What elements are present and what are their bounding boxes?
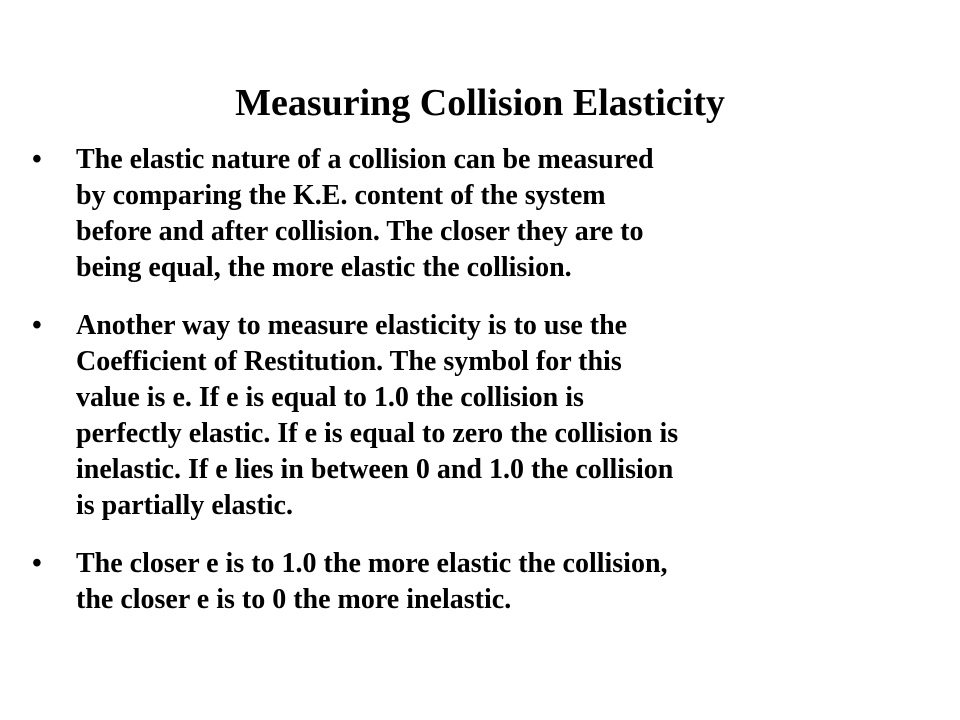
bullet-marker-icon: •	[32, 548, 42, 579]
bullet-text-line: Coefficient of Restitution. The symbol for this	[76, 346, 622, 377]
bullet-text-line: value is e. If e is equal to 1.0 the collision is	[76, 382, 584, 413]
bullet-text-line: The elastic nature of a collision can be measured	[76, 144, 654, 175]
bullet-text-line: the closer e is to 0 the more inelastic.	[76, 584, 512, 615]
bullet-text-line: is partially elastic.	[76, 490, 293, 521]
bullet-item-coefficient-of-restitution	[0, 308, 960, 524]
slide-title: Measuring Collision Elasticity	[235, 82, 725, 124]
bullet-list	[0, 142, 960, 618]
bullet-item-elasticity-scale	[0, 546, 960, 618]
bullet-item-kinetic-energy	[0, 142, 960, 286]
bullet-text-line: by comparing the K.E. content of the system	[76, 180, 606, 211]
bullet-text-line: Another way to measure elasticity is to use the	[76, 310, 628, 341]
bullet-marker-icon: •	[32, 144, 42, 175]
bullet-text-line: before and after collision. The closer they are to	[76, 216, 644, 247]
bullet-marker-icon: •	[32, 310, 42, 341]
bullet-text-line: The closer e is to 1.0 the more elastic the collision,	[76, 548, 668, 579]
bullet-text-line: perfectly elastic. If e is equal to zero the collision is	[76, 418, 679, 449]
bullet-text-line: inelastic. If e lies in between 0 and 1.0 the collision	[76, 454, 674, 485]
bullet-text-line: being equal, the more elastic the collision.	[76, 252, 572, 283]
